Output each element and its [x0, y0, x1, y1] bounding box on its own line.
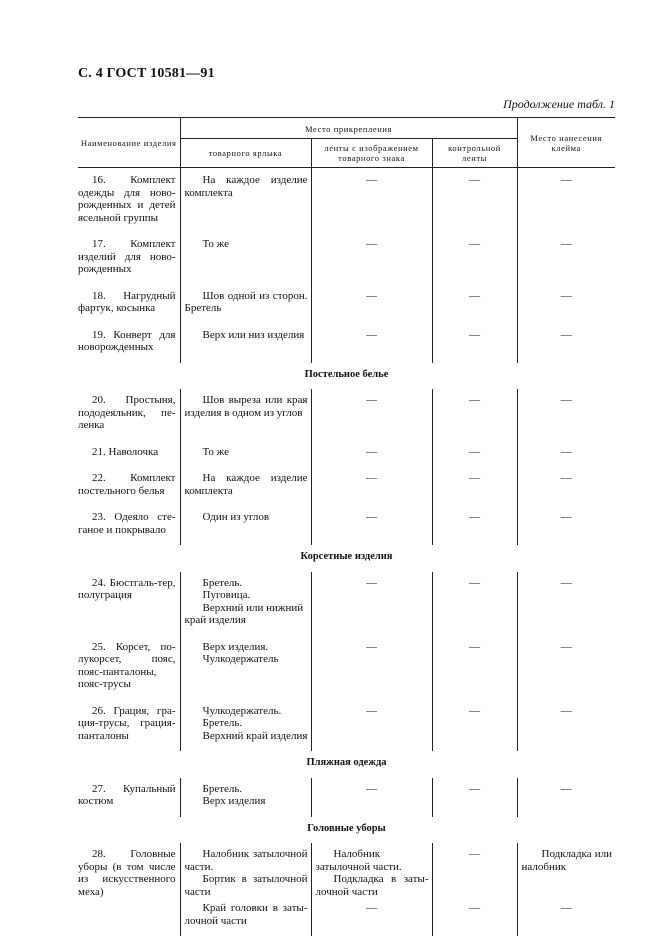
section-row [78, 363, 615, 390]
table-row [78, 572, 615, 636]
label-place-line: Верхний или нижний край изделия [184, 601, 304, 626]
control-ribbon-value: — [432, 572, 517, 636]
section-title-corset: Корсетные изделия [300, 551, 393, 562]
label-place: Край головки в заты-лочной части [180, 900, 311, 936]
mark-place-value: — [517, 506, 615, 545]
control-ribbon-value: — [432, 700, 517, 752]
mark-place-value: — [517, 324, 615, 363]
product-name: 28. Головные уборы (в том числе из искусственного меха) [78, 848, 176, 898]
control-ribbon-value: — [432, 636, 517, 700]
mark-place-value: — [517, 778, 615, 817]
trademark-ribbon-value: — [311, 467, 432, 506]
label-place: Один из углов [180, 506, 311, 545]
trademark-ribbon-value: — [311, 233, 432, 285]
mark-place-value: — [517, 233, 615, 285]
label-place-line: Чулкодержатель. [202, 704, 282, 717]
trademark-ribbon-value: — [311, 285, 432, 324]
table-row [78, 843, 615, 900]
label-place-line: Бретель. [202, 576, 243, 589]
header-product-label: товарного ярлыка [180, 139, 311, 168]
section-row [78, 545, 615, 572]
control-ribbon-value: — [432, 389, 517, 441]
section-row [78, 817, 615, 844]
header-product-name: Наименование изделия [78, 118, 180, 168]
mark-place-value: — [517, 467, 615, 506]
control-ribbon-value: — [432, 778, 517, 817]
mark-place-value: — [517, 636, 615, 700]
product-name: 25. Корсет, по-лукорсет, пояс, пояс-панталоны, пояс-трусы [78, 640, 176, 690]
trademark-ribbon-line: Налобник затылочной части. [315, 848, 402, 873]
label-place [180, 636, 311, 700]
table-row [78, 233, 615, 285]
mark-place-value: — [517, 900, 615, 936]
label-place [180, 843, 311, 900]
section-title-beach: Пляжная одежда [306, 757, 387, 768]
trademark-ribbon-value: — [311, 636, 432, 700]
header-mark-place: Место нанесения клейма [517, 118, 615, 168]
mark-place-value: Подкладка или налобник [517, 843, 615, 900]
product-name: 19. Конверт для новорожденных [78, 328, 176, 353]
header-attachment-place: Место прикрепления [180, 118, 517, 139]
control-ribbon-value: — [432, 843, 517, 900]
header-control-ribbon: контрольной ленты [432, 139, 517, 168]
label-place [180, 572, 311, 636]
product-name: 26. Грация, гра-ция-трусы, грация-панталоны [78, 704, 176, 742]
trademark-ribbon-value: — [311, 572, 432, 636]
mark-place-value: — [517, 389, 615, 441]
header-trademark-ribbon: ленты с изображением товарного знака [311, 139, 432, 168]
table-row [78, 778, 615, 817]
product-name: 22. Комплект постельного белья [78, 472, 176, 497]
table-row [78, 441, 615, 468]
label-place: На каждое изделие комплекта [180, 467, 311, 506]
control-ribbon-value: — [432, 506, 517, 545]
control-ribbon-value: — [432, 324, 517, 363]
trademark-ribbon-value: — [311, 700, 432, 752]
label-place: На каждое изделие комплекта [180, 168, 311, 234]
control-ribbon-value: — [432, 467, 517, 506]
table-row [78, 389, 615, 441]
product-name: 23. Одеяло сте-ганое и покрывало [78, 511, 176, 536]
mark-place-value: — [517, 441, 615, 468]
label-place-line: Бретель. [202, 717, 243, 729]
mark-place-value: — [517, 168, 615, 234]
label-place-line: Верх изделия [202, 795, 266, 807]
section-title-bedding: Постельное белье [304, 368, 389, 380]
trademark-ribbon-value: — [311, 900, 432, 936]
section-title-hats: Головные уборы [307, 822, 386, 834]
label-place-line: Верхний край изделия [202, 729, 308, 742]
label-place [180, 700, 311, 752]
table-row [78, 285, 615, 324]
trademark-ribbon-value: — [311, 389, 432, 441]
trademark-ribbon-value: — [311, 441, 432, 468]
page-header: С. 4 ГОСТ 10581—91 [78, 66, 215, 81]
label-place-line: Чулкодержатель [202, 653, 279, 665]
table-continuation-label: Продолжение табл. 1 [503, 97, 615, 111]
product-name: 17. Комплект изделий для ново-рожденных [78, 238, 176, 275]
control-ribbon-value: — [432, 441, 517, 468]
label-place: То же [180, 233, 311, 285]
trademark-ribbon-line: Подкладка в заты-лочной части [315, 873, 429, 898]
section-row [78, 751, 615, 778]
product-name: 24. Бюстгаль-тер, полуграция [78, 576, 176, 601]
product-name: 16. Комплект одежды для ново-рожденных и детей ясельной группы [78, 174, 176, 224]
trademark-ribbon-value: — [311, 324, 432, 363]
mark-place-value: — [517, 572, 615, 636]
label-place: Шов выреза или края изделия в одном из углов [180, 389, 311, 441]
control-ribbon-value: — [432, 233, 517, 285]
control-ribbon-value: — [432, 168, 517, 234]
table-row [78, 700, 615, 752]
product-name: 18. Нагрудный фартук, косынка [78, 289, 176, 314]
table-row [78, 168, 615, 234]
trademark-ribbon-value: — [311, 168, 432, 234]
mark-place-value: — [517, 700, 615, 752]
table-row [78, 324, 615, 363]
label-place-line: Бретель. [202, 782, 243, 795]
label-place: Верх или низ изделия [180, 324, 311, 363]
mark-place-value: — [517, 285, 615, 324]
product-name: 21. Наволочка [92, 445, 159, 458]
product-name: 20. Простыня, пододеяльник, пе-ленка [78, 394, 176, 431]
label-place-line: Налобник затылочной части. [184, 848, 308, 873]
control-ribbon-value: — [432, 900, 517, 936]
control-ribbon-value: — [432, 285, 517, 324]
table-row [78, 636, 615, 700]
label-place-line: Бортик в затылочной части [184, 873, 308, 898]
trademark-ribbon-value [311, 843, 432, 900]
attachment-table [78, 117, 615, 936]
table-row [78, 467, 615, 506]
label-place [180, 778, 311, 817]
trademark-ribbon-value: — [311, 506, 432, 545]
table-row [78, 506, 615, 545]
label-place: Шов одной из сторон. Бретель [180, 285, 311, 324]
product-name: 27. Купальный костюм [78, 782, 176, 807]
label-place-line: Верх изделия. [202, 640, 269, 653]
label-place-line: Пуговица. [202, 589, 251, 601]
label-place: То же [180, 441, 311, 468]
trademark-ribbon-value: — [311, 778, 432, 817]
